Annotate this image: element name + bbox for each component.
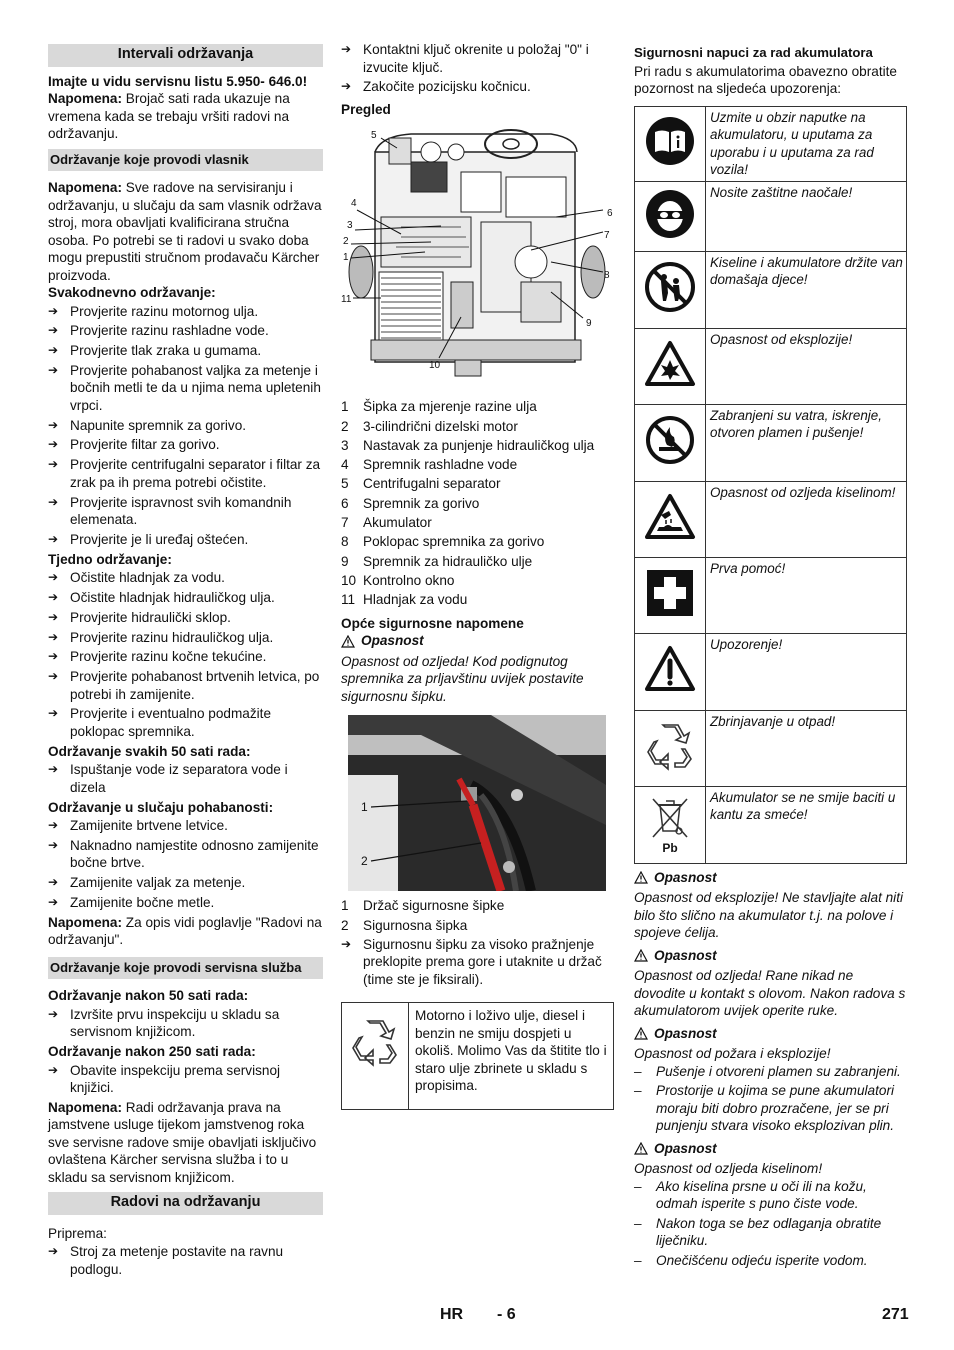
sign-text: Prva pomoć! (706, 557, 907, 633)
list-item: ➔ Provjerite hidraulički sklop. (48, 609, 323, 627)
danger-heading (634, 1025, 907, 1043)
table-row (635, 328, 907, 404)
list-item (341, 897, 614, 915)
note-text: Za opis vidi poglavlje "Radovi na održavanju". (48, 914, 322, 948)
note-4 (48, 1099, 323, 1187)
list-item (341, 437, 614, 455)
warning-triangle-icon (634, 1142, 648, 1155)
item-number: 1 (341, 898, 349, 914)
recycle-icon-cell (342, 1003, 409, 1109)
item-number: 7 (341, 515, 349, 531)
list-item: ➔ Provjerite centrifugalni separator i filtar za zrak pa ih prema potrebi očistite. (48, 456, 323, 491)
item-text: Šipka za mjerenje razine ulja (363, 399, 537, 415)
table-row (635, 633, 907, 710)
table-row (635, 481, 907, 557)
list-item: ➔ Provjerite tlak zraka u gumama. (48, 342, 323, 360)
list-item: – Pušenje i otvoreni plamen su zabranjeni. (634, 1063, 907, 1081)
after-250h-label: Održavanje nakon 250 sati rada: (48, 1044, 256, 1060)
item-text: 3-cilindrični dizelski motor (363, 418, 518, 434)
note-1 (48, 90, 323, 143)
first-aid-icon (646, 569, 694, 617)
danger-label: Opasnost (654, 1140, 717, 1156)
list-item: ➔ Ispuštanje vode iz separatora vode i dizela (48, 761, 323, 796)
note-2 (48, 179, 323, 284)
after-50h-label: Održavanje nakon 50 sati rada: (48, 988, 249, 1004)
sign-icon-cell (635, 181, 706, 251)
weekly-label: Tjedno održavanje: (48, 551, 172, 567)
warning-icon (644, 645, 696, 693)
list-item: ➔ Očistite hladnjak za vodu. (48, 569, 323, 587)
item-number: 2 (341, 917, 349, 933)
shutdown-steps (341, 41, 614, 96)
diagram-label: 1 (343, 252, 349, 264)
list-item: ➔ Provjerite pohabanost valjka za metenje i bočnih metli te da u njima nema upletenih vrpci. (48, 362, 323, 415)
list-item (341, 418, 614, 436)
item-text: Centrifugalni separator (363, 476, 501, 492)
after-50h-list (48, 1006, 323, 1041)
list-item (341, 495, 614, 513)
list-item: ➔ Provjerite filtar za gorivo. (48, 436, 323, 454)
danger-list (634, 1063, 907, 1135)
safety-bar-steps (341, 936, 614, 989)
item-text: Spremnik rashladne vode (363, 457, 518, 473)
every-50h-label: Održavanje svakih 50 sati rada: (48, 743, 251, 759)
table-row (635, 251, 907, 328)
danger-text: Opasnost od eksplozije! Ne stavljajte alat niti bilo što slično na akumulator t.j. na polove i spojeve ćelija. (634, 890, 903, 940)
warning-triangle-icon (634, 1027, 648, 1040)
list-item: ➔ Provjerite ispravnost svih komandnih elemenata. (48, 494, 323, 529)
danger-label: Opasnost (654, 1025, 717, 1041)
danger-label: Opasnost (654, 869, 717, 885)
warning-triangle-icon (341, 635, 355, 648)
sign-icon-cell (635, 633, 706, 710)
list-item (341, 456, 614, 474)
battery-safety-title: Sigurnosni napuci za rad akumulatora (634, 45, 873, 60)
item-number: 5 (341, 476, 349, 492)
list-item: ➔ Sigurnosnu šipku za visoko pražnjenje preklopite prema gore i utaknite u držač (time ste je fiksirali). (341, 936, 614, 989)
list-item: – Ako kiselina prsne u oči ili na kožu, odmah isperite s puno čiste vode. (634, 1178, 907, 1213)
diagram-label: 3 (347, 220, 353, 232)
sign-text: Opasnost od ozljeda kiselinom! (706, 481, 907, 557)
list-item (341, 591, 614, 609)
sign-icon-cell (635, 404, 706, 481)
note-text: Brojač sati rada ukazuje na vremena kada se trebaju vršiti radovi na održavanju. (48, 91, 290, 141)
danger-text: Opasnost od požara i eksplozije! (634, 1046, 831, 1061)
diagram-label: 8 (604, 270, 610, 282)
sign-text: Akumulator se ne smije baciti u kantu za smeće! (706, 786, 907, 863)
note-label: Napomena: (48, 914, 123, 930)
list-item (341, 572, 614, 590)
note-3 (48, 914, 323, 949)
sign-icon-cell (635, 251, 706, 328)
heading-maintenance-work: Radovi na održavanju (48, 1192, 323, 1215)
footer-page-number: 271 (882, 1306, 909, 1323)
item-number: 10 (341, 572, 357, 588)
list-item (341, 475, 614, 493)
wear-label: Održavanje u slučaju pohabanosti: (48, 799, 274, 815)
item-text: Poklopac spremnika za gorivo (363, 534, 545, 550)
table-row (635, 786, 907, 863)
item-text: Sigurnosna šipka (363, 917, 468, 933)
list-item: ➔ Izvršite prvu inspekciju u skladu sa servisnom knjižicom. (48, 1006, 323, 1041)
table-row (635, 557, 907, 633)
pb-label: Pb (662, 840, 678, 855)
note-label: Napomena: (48, 180, 123, 195)
danger-text: Opasnost od ozljeda! Kod podignutog spremnika za prljavštinu uvijek postavite sigurnosnu šipku. (341, 653, 584, 704)
list-item: ➔ Provjerite razinu rashladne vode. (48, 322, 323, 340)
no-bin-icon (645, 795, 695, 839)
item-number: 9 (341, 553, 349, 569)
footer-language: HR (440, 1306, 464, 1323)
list-item: – Nakon toga se bez odlaganja obratite liječniku. (634, 1215, 907, 1250)
sign-icon-cell (635, 328, 706, 404)
diagram-label: 9 (586, 318, 592, 330)
safety-bar-photo (341, 715, 614, 891)
battery-signs-table (634, 106, 907, 864)
table-row (635, 404, 907, 481)
note-text: Radi održavanja prava na jamstvene usluge tijekom jamstvenog roka sve servisne radove smije obavljati isključivo ovlaštena Kärcher servisna služba i to u skladu sa servisnom knjižicom. (48, 1099, 317, 1185)
goggles-icon (645, 189, 695, 239)
diagram-label: 2 (343, 236, 349, 248)
warning-triangle-icon (634, 949, 648, 962)
acid-icon (644, 493, 696, 541)
danger-heading (341, 632, 614, 650)
photo-label: 1 (361, 800, 368, 815)
no-fire-icon (645, 415, 695, 465)
item-text: Akumulator (363, 515, 432, 531)
danger-list (634, 1178, 907, 1270)
item-number: 2 (341, 418, 349, 434)
danger-heading (634, 869, 907, 887)
item-number: 11 (341, 592, 356, 608)
heading-maintenance-intervals: Intervali održavanja (48, 44, 323, 67)
list-item: ➔ Provjerite pohabanost brtvenih letvica, po potrebi ih zamijenite. (48, 668, 323, 703)
item-text: Hladnjak za vodu (363, 592, 468, 608)
item-text: Kontrolno okno (363, 572, 455, 588)
diagram-label: 5 (371, 130, 377, 142)
item-number: 4 (341, 457, 349, 473)
sign-text: Zabranjeni su vatra, iskrenje, otvoren plamen i pušenje! (706, 404, 907, 481)
list-item: – Prostorije u kojima se pune akumulatori moraju biti dobro prozračene, jer se pri punjenju stvara visoko eksplozivan plin. (634, 1082, 907, 1135)
subheading-owner-maintenance: Održavanje koje provodi vlasnik (48, 149, 323, 172)
overview-label: Pregled (341, 101, 391, 117)
wear-list (48, 817, 323, 911)
sign-text: Upozorenje! (706, 633, 907, 710)
sign-icon-cell (635, 710, 706, 786)
after-250h-list (48, 1062, 323, 1097)
battery-warnings (634, 869, 907, 1270)
service-list-note: Imajte u vidu servisnu listu 5.950- 646.0! (48, 73, 308, 89)
diagram-label: 11 (341, 294, 352, 306)
list-item (341, 514, 614, 532)
item-number: 1 (341, 399, 349, 415)
column-middle (341, 40, 614, 1110)
prep-label: Priprema: (48, 1225, 107, 1241)
danger-heading (634, 1140, 907, 1158)
every-50h-list (48, 761, 323, 796)
item-text: Nastavak za punjenje hidrauličkog ulja (363, 437, 595, 453)
sign-icon-cell (635, 481, 706, 557)
list-item: ➔ Naknadno namjestite odnosno zamijenite bočne brtve. (48, 837, 323, 872)
photo-parts-list (341, 897, 614, 934)
sign-icon-cell (635, 557, 706, 633)
item-text: Spremnik za gorivo (363, 495, 480, 511)
list-item: ➔ Provjerite razinu kočne tekućine. (48, 648, 323, 666)
note-label: Napomena: (48, 91, 123, 106)
list-item: ➔ Zamijenite brtvene letvice. (48, 817, 323, 835)
footer-section: - 6 (497, 1306, 516, 1323)
photo-label: 2 (361, 854, 368, 869)
list-item: – Onečišćenu odjeću isperite vodom. (634, 1252, 907, 1270)
list-item: ➔ Obavite inspekciju prema servisnoj knjižici. (48, 1062, 323, 1097)
prep-list (48, 1243, 323, 1278)
recycle-icon (643, 719, 697, 773)
diagram-label: 4 (351, 198, 357, 210)
item-number: 8 (341, 534, 349, 550)
environment-text: Motorno i loživo ulje, diesel i benzin ne smiju dospjeti u okoliš. Molimo Vas da štitite tlo i staro ulje zbrinete u skladu s propisima. (415, 1008, 607, 1094)
sign-text: Opasnost od eksplozije! (706, 328, 907, 404)
sign-text: Kiseline i akumulatore držite van domašaja djece! (706, 251, 907, 328)
diagram-label: 6 (607, 208, 613, 220)
recycle-icon (348, 1015, 402, 1069)
list-item: ➔ Zakočite pozicijsku kočnicu. (341, 78, 614, 96)
children-icon (644, 261, 696, 313)
subheading-service-maintenance: Održavanje koje provodi servisna služba (48, 957, 323, 980)
danger-label: Opasnost (654, 947, 717, 963)
column-right (634, 44, 907, 1271)
sign-icon-cell (635, 786, 706, 863)
table-row (635, 710, 907, 786)
list-item (341, 553, 614, 571)
list-item (341, 533, 614, 551)
column-left (48, 44, 323, 1281)
daily-list (48, 303, 323, 549)
list-item: ➔ Zamijenite bočne metle. (48, 894, 323, 912)
diagram-label: 7 (604, 230, 610, 242)
danger-heading (634, 947, 907, 965)
note-text: Sve radove na servisiranju i održavanju, u slučaju da sam vlasnik održava stroj, mora obavljati kvalificirana stručna osoba. Po potrebi se ti radovi u svako doba mogu prepustiti stručnom prodavaču Kärcher proizvoda. (48, 180, 322, 283)
environment-box (341, 1002, 614, 1110)
sign-text: Nosite zaštitne naočale! (706, 181, 907, 251)
table-row (635, 181, 907, 251)
explosion-icon (644, 340, 696, 388)
item-number: 6 (341, 495, 349, 511)
diagram-label: 10 (429, 360, 441, 372)
list-item: ➔ Stroj za metenje postavite na ravnu podlogu. (48, 1243, 323, 1278)
sign-text: Uzmite u obzir naputke na akumulatoru, u uputama za uporabu i u uputama za rad vozila! (706, 106, 907, 181)
list-item (341, 398, 614, 416)
list-item: ➔ Provjerite je li uređaj oštećen. (48, 531, 323, 549)
daily-label: Svakodnevno održavanje: (48, 285, 216, 300)
list-item (341, 917, 614, 935)
parts-list (341, 398, 614, 608)
item-text: Spremnik za hidrauličko ulje (363, 553, 533, 569)
list-item: ➔ Očistite hladnjak hidrauličkog ulja. (48, 589, 323, 607)
note-label: Napomena: (48, 1099, 123, 1115)
list-item: ➔ Provjerite razinu motornog ulja. (48, 303, 323, 321)
item-text: Držač sigurnosne šipke (363, 898, 505, 914)
table-row (635, 106, 907, 181)
danger-text: Opasnost od ozljeda! Rane nikad ne dovodite u kontakt s olovom. Nakon radova s akumulatorom uvijek operite ruke. (634, 968, 906, 1018)
warning-triangle-icon (634, 871, 648, 884)
weekly-list (48, 569, 323, 740)
machine-overview-diagram (341, 122, 614, 390)
battery-safety-intro: Pri radu s akumulatorima obavezno obratite pozornost na sljedeća upozorenja: (634, 63, 897, 96)
danger-label: Opasnost (361, 633, 424, 649)
sign-text: Zbrinjavanje u otpad! (706, 710, 907, 786)
manual-icon (645, 116, 695, 166)
list-item: ➔ Provjerite razinu hidrauličkog ulja. (48, 629, 323, 647)
list-item: ➔ Provjerite i eventualno podmažite poklopac spremnika. (48, 705, 323, 740)
list-item: ➔ Zamijenite valjak za metenje. (48, 874, 323, 892)
general-safety-label: Opće sigurnosne napomene (341, 615, 524, 631)
item-number: 3 (341, 437, 349, 453)
sign-icon-cell (635, 106, 706, 181)
list-item: ➔ Kontaktni ključ okrenite u položaj "0" i izvucite ključ. (341, 41, 614, 76)
list-item: ➔ Napunite spremnik za gorivo. (48, 417, 323, 435)
danger-text: Opasnost od ozljeda kiselinom! (634, 1161, 823, 1176)
